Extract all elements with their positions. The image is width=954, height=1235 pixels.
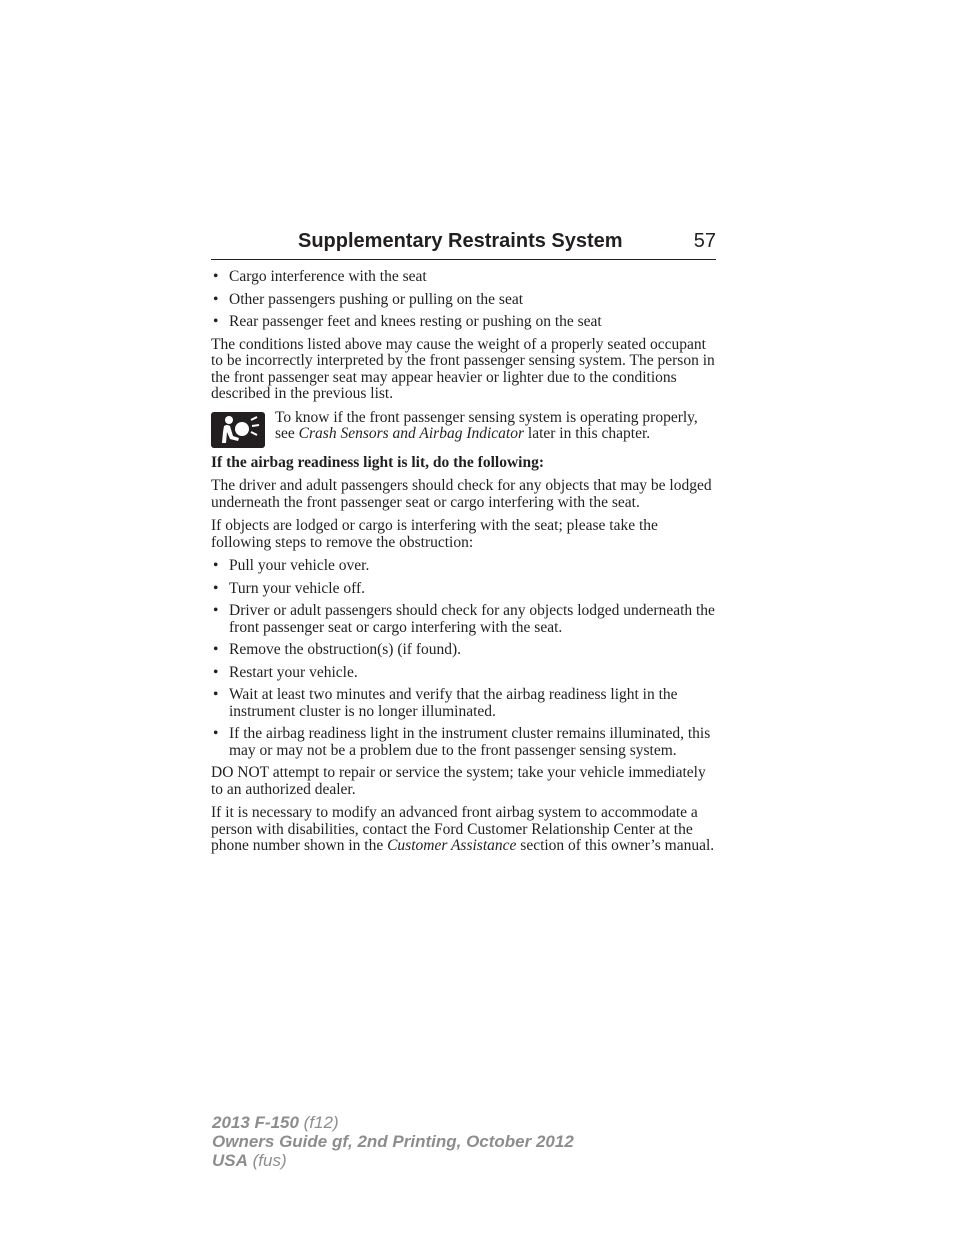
body-text (211, 269, 716, 855)
footer-market-line: USA (fus) (212, 1151, 287, 1170)
cross-reference-link: Crash Sensors and Airbag Indicator (298, 425, 525, 442)
paragraph-conditions: The conditions listed above may cause the weight of a properly seated occupant to be incorrectly interpreted by the front passenger sensing system. The person in the front passenger seat may appear heavier or lighter due to the conditions described in the previous list. (211, 335, 715, 402)
list-item: • Pull your vehicle over. (213, 557, 370, 574)
list-item: • Rear passenger feet and knees resting or pushing on the seat (213, 313, 602, 330)
subheading-readiness-light: If the airbag readiness light is lit, do the following: (211, 453, 544, 471)
section-title: Supplementary Restraints System (298, 230, 623, 252)
list-item: • Restart your vehicle. (213, 663, 358, 681)
page-content (211, 228, 716, 862)
bullet-list-steps (211, 558, 716, 759)
list-item: • Remove the obstruction(s) (if found). (213, 641, 462, 658)
list-item: • Driver or adult passengers should check for any objects lodged underneath the front passenger seat or cargo interfering with the seat. (213, 602, 715, 636)
bullet-list-interference (211, 269, 716, 331)
note-row (211, 410, 716, 448)
airbag-warning-icon (211, 412, 265, 448)
page-header (211, 228, 716, 260)
footer-model-line: 2013 F-150 (f12) (212, 1113, 339, 1132)
list-item: • Other passengers pushing or pulling on the seat (213, 290, 524, 308)
paragraph-do-not-repair: DO NOT attempt to repair or service the system; take your vehicle immediately to an authorized dealer. (211, 764, 706, 798)
cross-reference-link: Customer Assistance (387, 837, 517, 854)
list-item: • Turn your vehicle off. (213, 579, 366, 597)
footer-printing-line: Owners Guide gf, 2nd Printing, October 2012 (212, 1132, 574, 1151)
page-footer (212, 1113, 574, 1170)
page-number: 57 (693, 230, 716, 252)
list-item: • If the airbag readiness light in the instrument cluster remains illuminated, this may or may not be a problem due to the front passenger sensing system. (213, 725, 711, 759)
note-text: To know if the front passenger sensing system is operating properly, see Crash Sensors and Airbag Indicator later in this chapter. (275, 408, 698, 442)
paragraph-modify-airbag: If it is necessary to modify an advanced front airbag system to accommodate a person with disabilities, contact the Ford Customer Relationship Center at the phone number shown in the Customer Assistance section of this owner’s manual. (211, 804, 715, 854)
paragraph-check-objects: The driver and adult passengers should check for any objects that may be lodged underneath the front passenger seat or cargo interfering with the seat. (211, 477, 712, 511)
paragraph-steps-intro: If objects are lodged or cargo is interfering with the seat; please take the following steps to remove the obstruction: (211, 517, 658, 551)
list-item: • Wait at least two minutes and verify that the airbag readiness light in the instrument cluster is no longer illuminated. (213, 686, 678, 720)
list-item: • Cargo interference with the seat (213, 268, 427, 285)
